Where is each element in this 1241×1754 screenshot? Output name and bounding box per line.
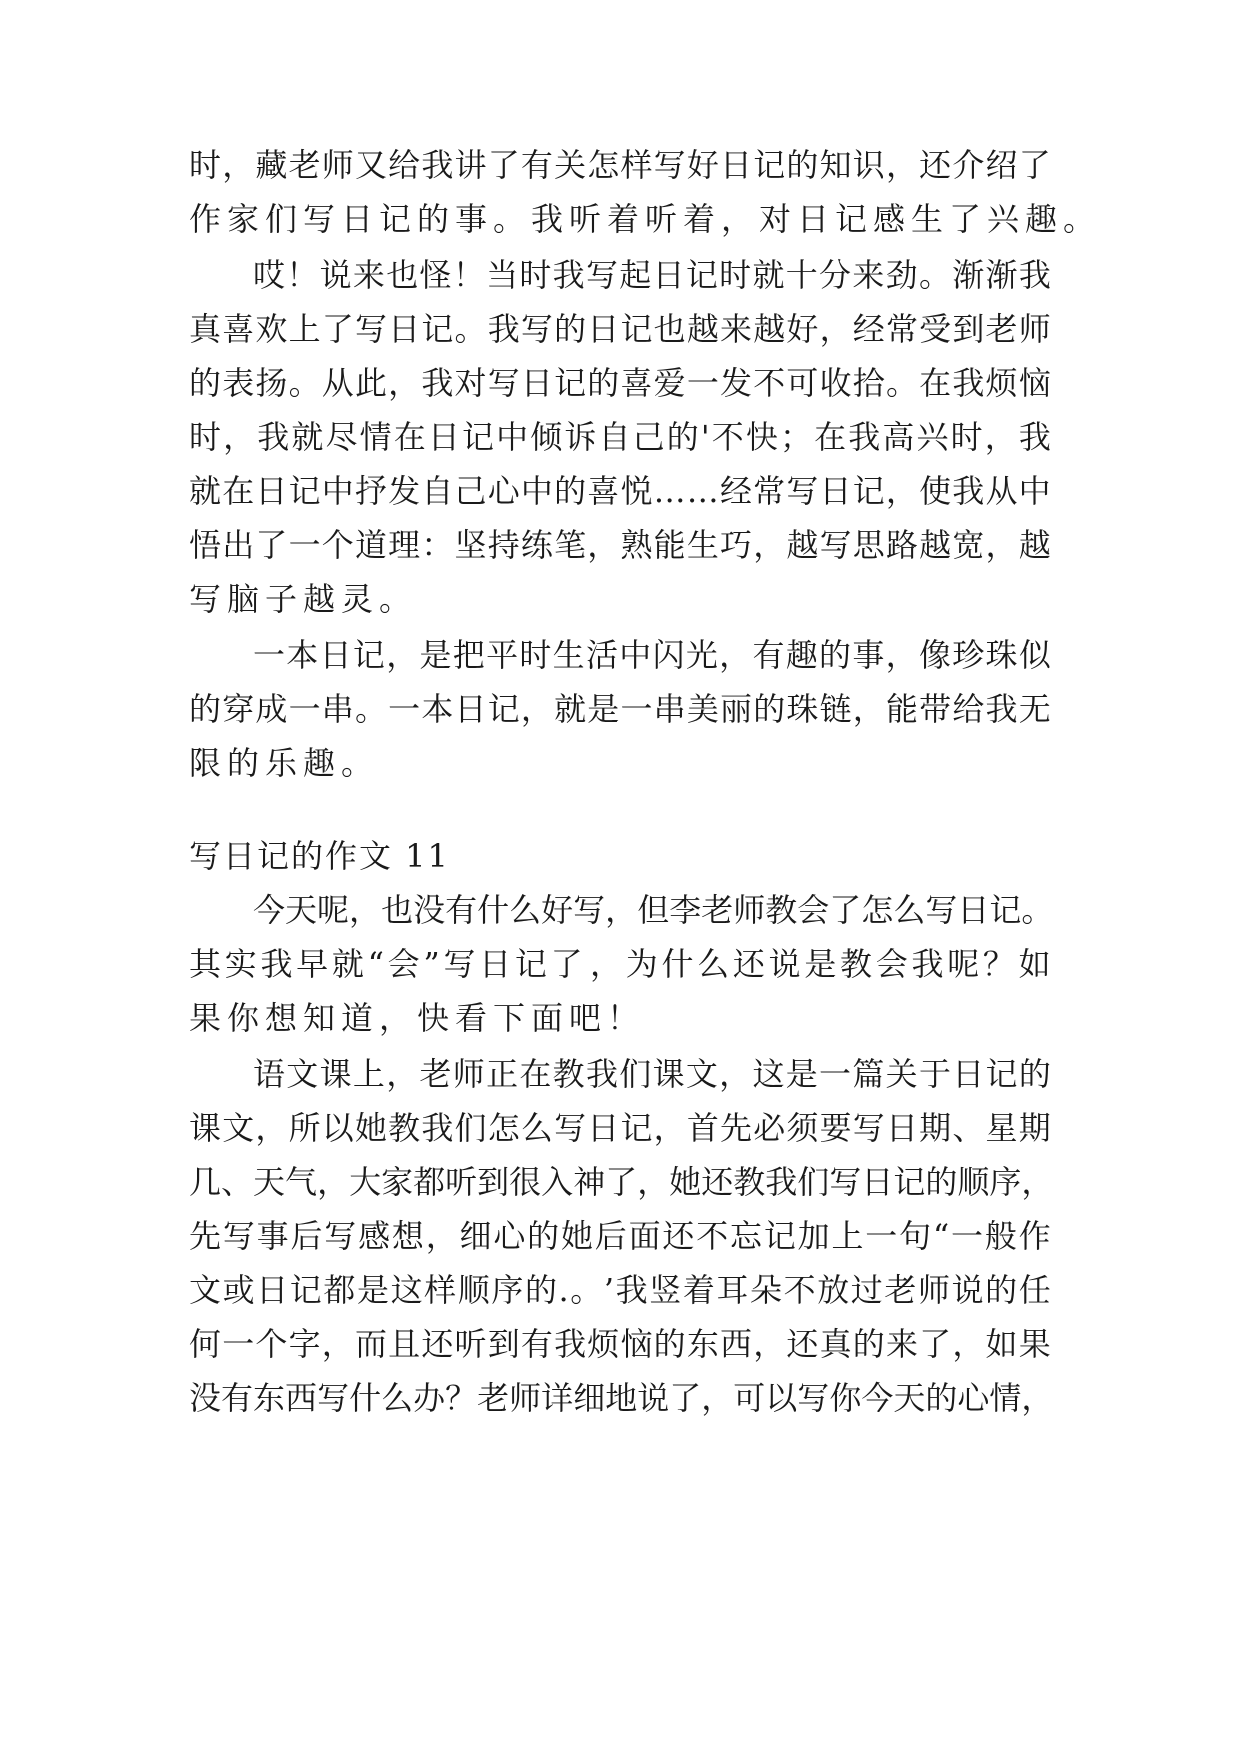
text-line: 先 写 事 后 写 感 想 ， 细 心 的 她 后 面 还 不 忘 记 加 上 一 句 “ 一 般 作: [189, 1217, 1051, 1255]
text-line: 课 文 ， 所 以 她 教 我 们 怎 么 写 日 记 ， 首 先 必 须 要 写 日 期 、 星 期: [189, 1109, 1051, 1147]
section-heading: 写日记的作文 11: [189, 837, 450, 875]
text-line: 语 文 课 上 ， 老 师 正 在 教 我 们 课 文 ， 这 是 一 篇 关 于 日 记 的: [253, 1055, 1051, 1093]
text-line: 一 本 日 记 ， 是 把 平 时 生 活 中 闪 光 ， 有 趣 的 事 ， 像 珍 珠 似: [253, 636, 1051, 674]
text-line: 几 、 天 气 ， 大 家 都 听 到 很 入 神 了 ， 她 还 教 我 们 写 日 记 的 顺 序 ，: [189, 1163, 1054, 1201]
text-line: 的 穿 成 一 串 。 一 本 日 记 ， 就 是 一 串 美 丽 的 珠 链 ， 能 带 给 我 无: [189, 690, 1051, 728]
text-line: 今 天 呢 ， 也 没 有 什 么 好 写 ， 但 李 老 师 教 会 了 怎 么 写 日 记 。: [253, 891, 1054, 929]
text-line: 作家们写日记的事。我听着听着，对日记感生了兴趣。: [189, 200, 1102, 238]
text-line: 哎 ！ 说 来 也 怪 ！ 当 时 我 写 起 日 记 时 就 十 分 来 劲 。 渐 渐 我: [253, 256, 1051, 294]
text-line: 何 一 个 字 ， 而 且 还 听 到 有 我 烦 恼 的 东 西 ， 还 真 的 来 了 ， 如 果: [189, 1325, 1051, 1363]
text-line: 时 ， 藏 老 师 又 给 我 讲 了 有 关 怎 样 写 好 日 记 的 知 识 ， 还 介 绍 了: [189, 146, 1051, 184]
text-line: 的 表 扬 。 从 此 ， 我 对 写 日 记 的 喜 爱 一 发 不 可 收 拾 。 在 我 烦 恼: [189, 364, 1051, 402]
text-line: 就 在 日 记 中 抒 发 自 己 心 中 的 喜 悦 … … 经 常 写 日 记 ， 使 我 从 中: [189, 472, 1051, 510]
text-line: 其 实 我 早 就 “ 会 ” 写 日 记 了 ， 为 什 么 还 说 是 教 会 我 呢 ？ 如: [189, 945, 1051, 983]
text-line: 果你想知道，快看下面吧！: [189, 999, 646, 1037]
text-line: 没 有 东 西 写 什 么 办 ？ 老 师 详 细 地 说 了 ， 可 以 写 你 今 天 的 心 情 ，: [189, 1379, 1054, 1417]
text-line: 写脑子越灵。: [189, 580, 418, 618]
text-line: 文 或 日 记 都 是 这 样 顺 序 的 . 。 ’ 我 竖 着 耳 朵 不 放 过 老 师 说 的 任: [189, 1271, 1051, 1309]
text-line: 真 喜 欢 上 了 写 日 记 。 我 写 的 日 记 也 越 来 越 好 ， 经 常 受 到 老 师: [189, 310, 1051, 348]
text-line: 悟 出 了 一 个 道 理 ： 坚 持 练 笔 ， 熟 能 生 巧 ， 越 写 思 路 越 宽 ， 越: [189, 526, 1051, 564]
text-line: 限的乐趣。: [189, 744, 380, 782]
text-line: 时 ， 我 就 尽 情 在 日 记 中 倾 诉 自 己 的 ' 不 快 ； 在 我 高 兴 时 ， 我: [189, 418, 1051, 456]
